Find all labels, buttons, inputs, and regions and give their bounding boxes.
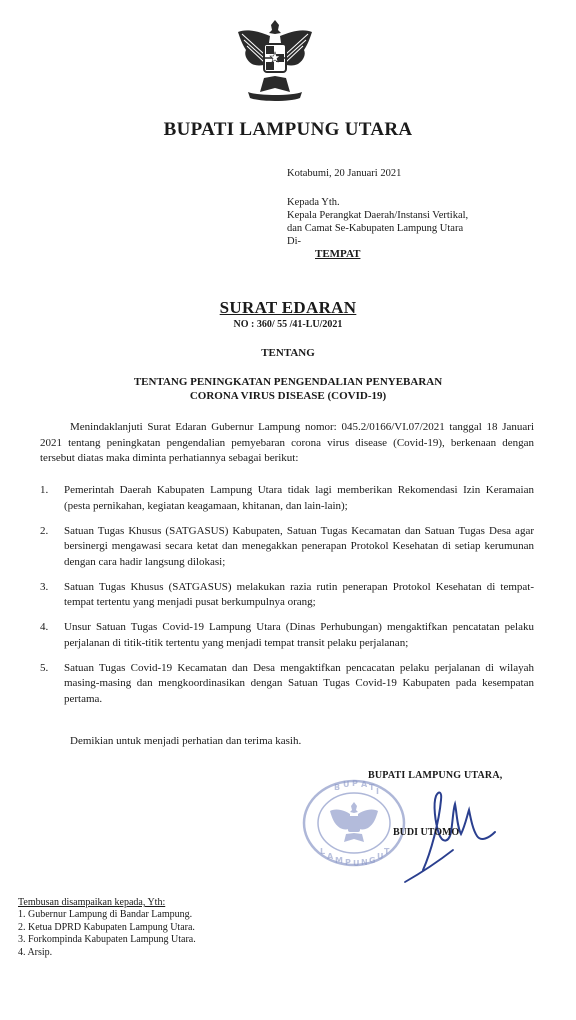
official-seal-stamp-icon [300, 778, 408, 868]
list-item-number: 2. [40, 524, 49, 537]
list-item-text: Satuan Tugas Khusus (SATGASUS) melakukan razia rutin penerapan Protokol Kesehatan di tempat-tempat tertentu yang menjadi pusat berkumpulnya orang; [64, 580, 534, 608]
svg-text:P: P [345, 858, 351, 867]
svg-text:G: G [369, 856, 376, 865]
cc-item: 1. Gubernur Lampung di Bandar Lampung. [18, 909, 193, 920]
svg-text:T: T [384, 847, 390, 856]
cc-item: 3. Forkompinda Kabupaten Lampung Utara. [18, 934, 196, 945]
recipient-line: Kepada Yth. [287, 197, 340, 208]
svg-text:P: P [352, 779, 358, 788]
document-heading: SURAT EDARAN [219, 298, 357, 317]
list-item-text: Satuan Tugas Covid-19 Kecamatan dan Desa mengaktifkan pencacatan pelaku perjalanan di wilayah masing-masing dan mengkoordinasikan dengan Satuan Tugas Covid-19 Kabupaten pada kesempatan pertama. [64, 661, 534, 705]
list-item [40, 661, 534, 708]
svg-text:M: M [335, 856, 343, 865]
list-item [40, 524, 534, 571]
recipient-line: Di- [287, 236, 301, 247]
cc-heading: Tembusan disampaikan kepada, Yth: [18, 897, 166, 908]
svg-text:A: A [327, 852, 334, 861]
signer-title: BUPATI LAMPUNG UTARA, [368, 770, 503, 781]
svg-text:L: L [320, 847, 326, 856]
recipient-line: Kepala Perangkat Daerah/Instansi Vertikal, [287, 210, 469, 221]
recipient-line: dan Camat Se-Kabupaten Lampung Utara [287, 223, 464, 234]
signer-name: BUDI UTOMO [393, 827, 460, 838]
list-item-text: Satuan Tugas Khusus (SATGASUS) Kabupaten, Satuan Tugas Kecamatan dan Satuan Tugas Desa agar bersinergi mengawasi secara ketat dan menegakkan penerapan Protokol Kesehatan di setiap kerumunan dengan cara hadir langsung dilokasi; [64, 524, 534, 568]
cc-item: 4. Arsip. [18, 946, 53, 958]
svg-text:U: U [353, 859, 360, 868]
list-item [40, 580, 534, 611]
tentang-label: TENTANG [261, 347, 315, 359]
garuda-emblem-icon [234, 18, 316, 102]
subject-line: TENTANG PENINGKATAN PENGENDALIAN PENYEBARAN [133, 376, 443, 388]
svg-text:I: I [376, 787, 379, 796]
document-subject [0, 375, 576, 403]
svg-text:A: A [361, 780, 368, 789]
list-item-text: Unsur Satuan Tugas Covid-19 Lampung Utara (Dinas Perhubungan) mengaktifkan pencatatan pelaku perjalanan di titik-titik tertentu yang menjadi tempat transit pelaku perjalanan; [64, 621, 534, 649]
list-item-number: 1. [40, 484, 49, 496]
place-date: Kotabumi, 20 Januari 2021 [287, 168, 402, 179]
issuer-title: BUPATI LAMPUNG UTARA [163, 119, 413, 140]
svg-text:B: B [334, 783, 341, 792]
svg-text:U: U [377, 852, 384, 861]
svg-text:U: U [343, 780, 350, 789]
list-item-number: 4. [40, 621, 49, 633]
tempat-label: TEMPAT [315, 248, 361, 260]
cc-list [18, 909, 196, 959]
intro-paragraph: Menindaklanjuti Surat Edaran Gubernur Lampung nomor: 045.2/0166/VI.07/2021 tanggal 18 Januari 2021 tentang peningkatan pengendalian pemyebaran corona virus disease (Covid-19), berkenaan dengan tersebut diatas maka diminta perhatiannya sebagai berikut: [40, 421, 534, 464]
svg-text:N: N [361, 858, 368, 867]
cc-item: 2. Ketua DPRD Kabupaten Lampung Utara. [18, 921, 195, 933]
list-item [40, 483, 534, 514]
list-item [40, 620, 534, 651]
instruction-list [40, 483, 534, 717]
subject-line: CORONA VIRUS DISEASE (COVID-19) [189, 390, 387, 402]
closing-sentence: Demikian untuk menjadi perhatian dan terima kasih. [70, 735, 302, 747]
document-number: NO : 360/ 55 /41-LU/2021 [233, 319, 343, 330]
list-item-number: 3. [40, 580, 49, 593]
svg-text:T: T [369, 783, 375, 792]
recipient-block [287, 196, 468, 248]
list-item-number: 5. [40, 661, 49, 674]
list-item-text: Pemerintah Daerah Kabupaten Lampung Utara tidak lagi memberikan Rekomendasi Izin Keramaian (pesta pernikahan, kegiatan keagamaan, khitanan, dan lain-lain); [64, 484, 534, 512]
